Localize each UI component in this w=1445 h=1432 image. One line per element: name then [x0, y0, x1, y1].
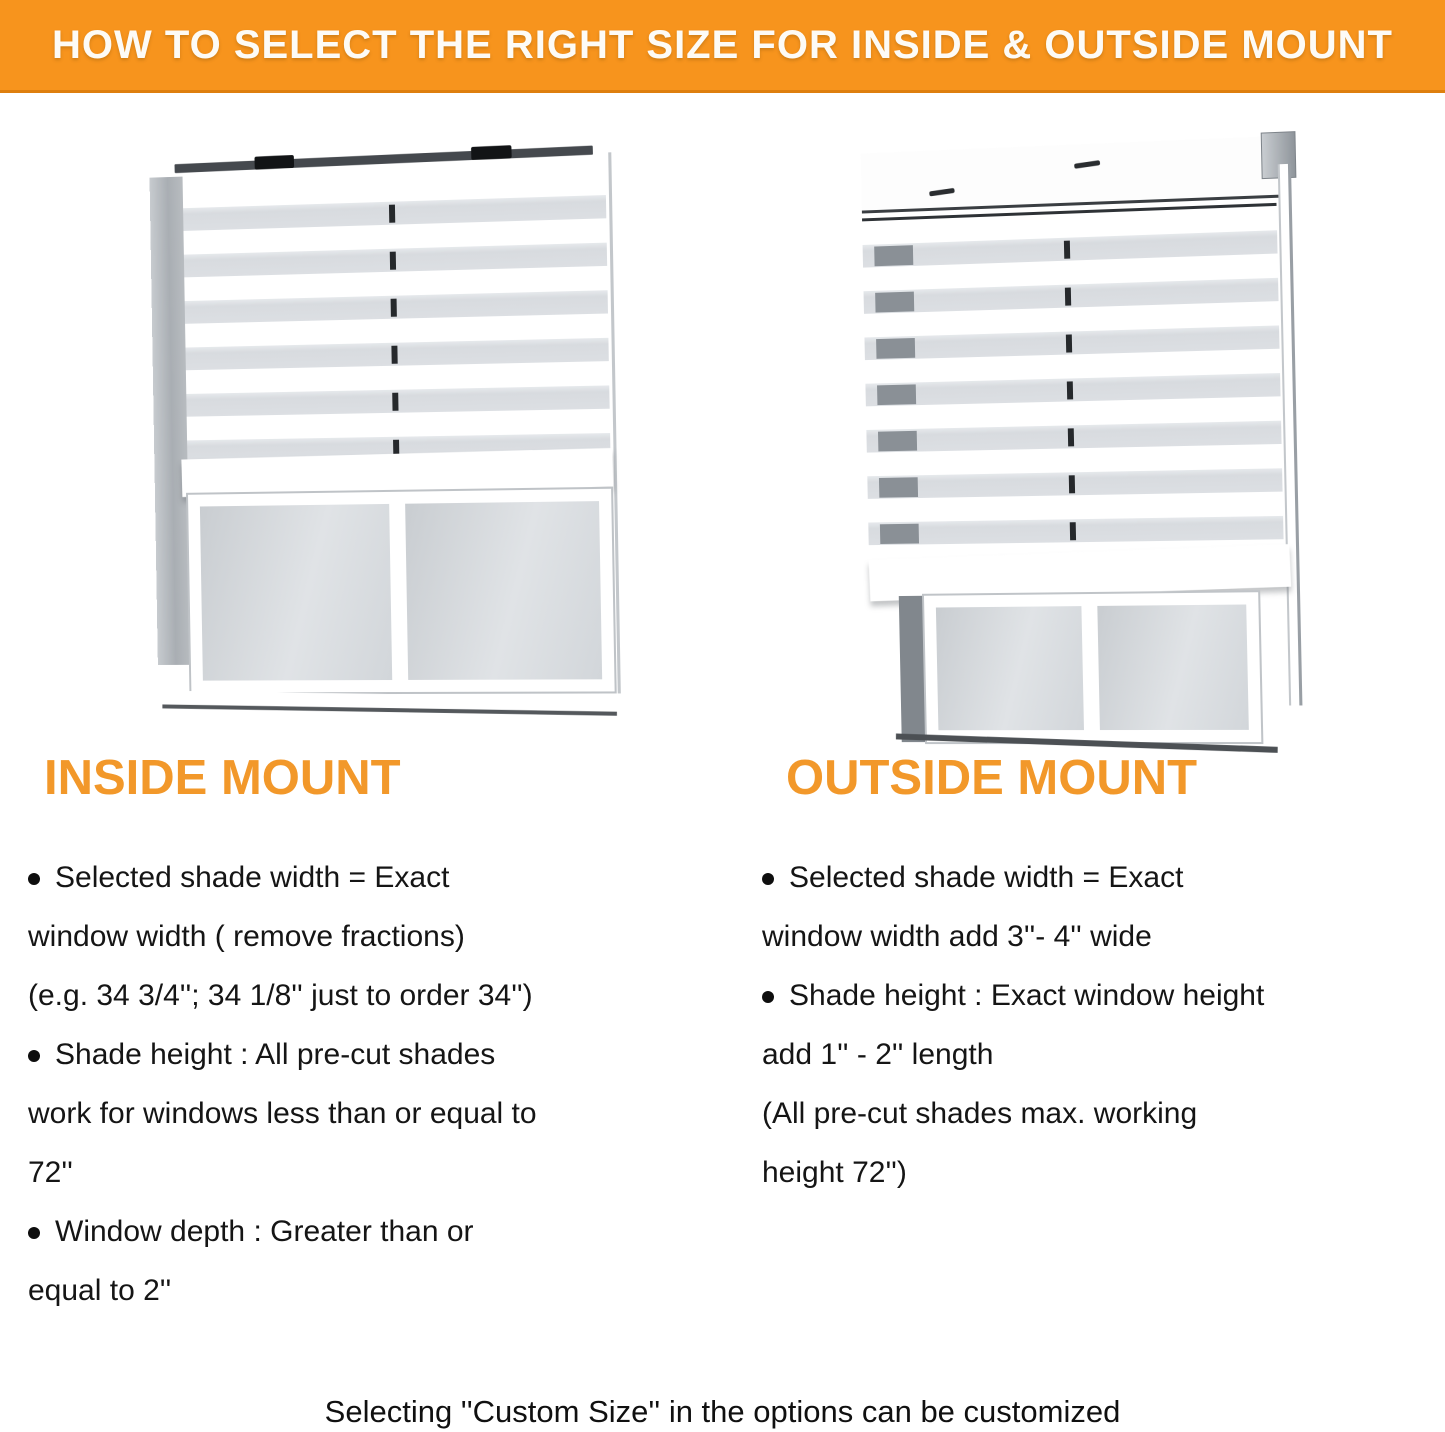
shade-headrail: [175, 146, 593, 173]
bullet-icon: [28, 1227, 40, 1239]
shade-side-fascia: [1278, 164, 1303, 706]
wall-mount-plate: [861, 136, 1279, 214]
screw-slot-icon: [929, 188, 955, 197]
outside-mount-instructions: [762, 848, 1442, 1202]
glass-pane: [1097, 604, 1249, 730]
glass-pane: [405, 501, 602, 680]
window-glass-frame: [188, 489, 615, 693]
mounting-bracket-icon: [254, 155, 294, 170]
instruction-line: [28, 1025, 708, 1084]
instruction-line: [28, 1084, 708, 1143]
instruction-line: [762, 1025, 1442, 1084]
bullet-icon: [762, 873, 774, 885]
instruction-text: (e.g. 34 3/4''; 34 1/8'' just to order 34''): [28, 979, 533, 1012]
instruction-text: 72'': [28, 1156, 73, 1189]
sash-gap-ticks: [388, 178, 399, 460]
outside-mount-heading: OUTSIDE MOUNT: [786, 751, 1198, 805]
instruction-line: [762, 848, 1442, 907]
window-sill: [162, 691, 617, 716]
instruction-line: [28, 848, 708, 907]
glass-pane: [200, 504, 392, 681]
inside-mount-heading: INSIDE MOUNT: [44, 751, 401, 805]
inside-mount-instructions: [28, 848, 708, 1320]
instruction-line: [28, 1202, 708, 1261]
zebra-shade: [862, 203, 1284, 546]
instruction-text: window width ( remove fractions): [28, 920, 465, 953]
instruction-text: Selected shade width = Exact: [55, 861, 450, 894]
instruction-line: [762, 1084, 1442, 1143]
instruction-line: [762, 966, 1442, 1025]
instruction-text: work for windows less than or equal to: [28, 1097, 537, 1130]
outside-mount-illustration: [861, 128, 1323, 752]
instruction-line: [28, 1261, 708, 1320]
bullet-icon: [28, 1050, 40, 1062]
zebra-shade: [183, 171, 611, 463]
bullet-icon: [28, 873, 40, 885]
screw-slot-icon: [1074, 160, 1100, 169]
instruction-text: equal to 2'': [28, 1274, 172, 1307]
bullet-icon: [762, 991, 774, 1003]
instruction-line: [28, 966, 708, 1025]
sash-gap-ticks: [1063, 214, 1076, 544]
instruction-text: add 1'' - 2'' length: [762, 1038, 994, 1071]
instruction-text: window width add 3''- 4'' wide: [762, 920, 1152, 953]
custom-size-note: Selecting ''Custom Size'' in the options can be customized: [324, 1394, 1121, 1429]
window-left-jamb: [899, 596, 927, 742]
instruction-text: Shade height : All pre-cut shades: [55, 1038, 496, 1071]
instruction-text: (All pre-cut shades max. working: [762, 1097, 1198, 1130]
inside-mount-illustration: [149, 138, 623, 726]
instruction-text: height 72''): [762, 1156, 907, 1189]
glass-pane: [936, 606, 1084, 730]
instruction-line: [762, 907, 1442, 966]
window-glass-frame: [899, 592, 1262, 742]
instruction-line: [762, 1143, 1442, 1202]
header-banner: [0, 0, 1445, 93]
mounting-bracket-icon: [471, 145, 512, 160]
window-jamb-shadow: [874, 220, 919, 546]
page-title: HOW TO SELECT THE RIGHT SIZE FOR INSIDE & OUTSIDE MOUNT: [52, 22, 1393, 67]
instruction-text: Window depth : Greater than or: [55, 1215, 474, 1248]
instruction-line: [28, 907, 708, 966]
glass-inner-frame: [924, 592, 1261, 742]
instruction-text: Selected shade width = Exact: [789, 861, 1184, 894]
instruction-line: [28, 1143, 708, 1202]
instruction-text: Shade height : Exact window height: [789, 979, 1265, 1012]
